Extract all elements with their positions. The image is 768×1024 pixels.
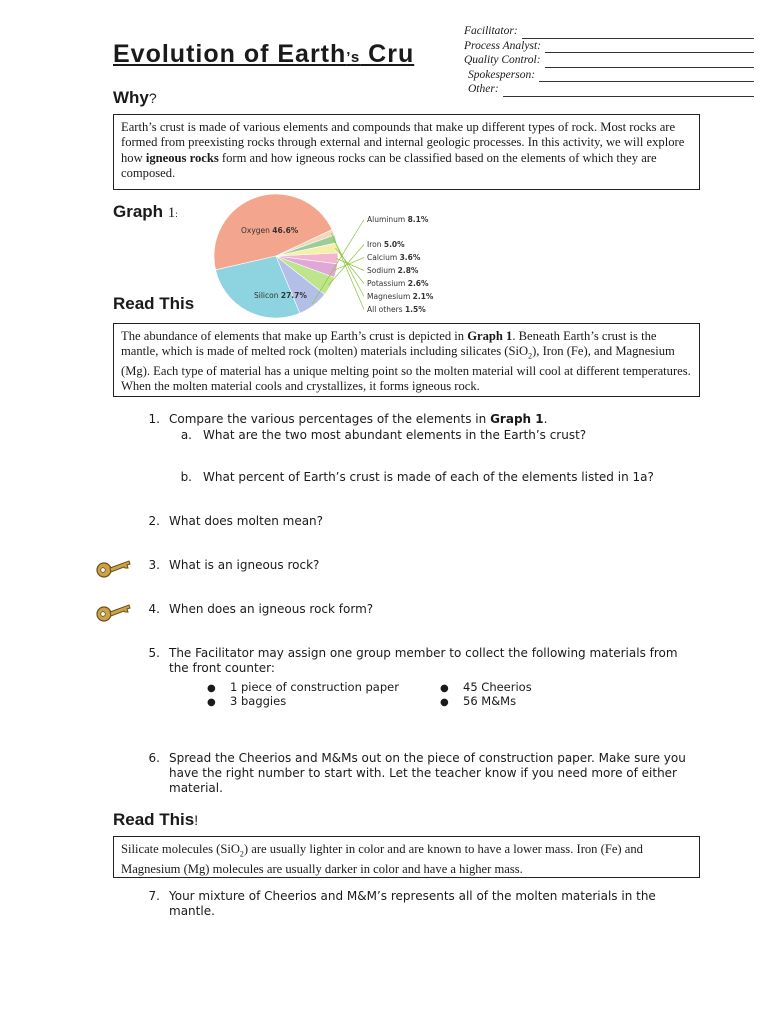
- why-box: Earth’s crust is made of various elements and compounds that make up different types of rock. Most rocks are formed from preexisting rocks through external and internal geologic processes. In this activity, we will explore how igneous rocks form and how igneous rocks can be classified based on the elements of which they are composed.: [113, 114, 700, 190]
- role-facilitator[interactable]: Facilitator:: [464, 24, 754, 39]
- question-1b: b. What percent of Earth’s crust is made of each of the elements listed in 1a?: [180, 470, 654, 484]
- pie-label-all-others: All others 1.5%: [367, 305, 426, 314]
- element-pie-chart: [212, 190, 442, 324]
- question-6: 6. Spread the Cheerios and M&Ms out on the piece of construction paper. Make sure you have the right number to start with. Let the teacher know if you need more of either material.: [148, 751, 686, 795]
- key-icon: [94, 556, 132, 580]
- read-this-box: The abundance of elements that make up Earth’s crust is depicted in Graph 1. Beneath Earth’s crust is the mantle, which is made of melted rock (molten) materials including silicates (SiO$_2$), Iron (Fe), and Magnesium (Mg). Each type of material has a unique melting point so the molten material will cool at different temperatures. When the molten material cools and crystallizes, it forms igneous rock.: [113, 323, 700, 397]
- role-other[interactable]: Other:: [464, 82, 754, 97]
- question-2: 2. What does molten mean?: [148, 514, 324, 528]
- pie-label-sodium: Sodium 2.8%: [367, 266, 419, 275]
- question-1a: a. What are the two most abundant elements in the Earth’s crust?: [180, 428, 587, 442]
- role-line[interactable]: [545, 42, 754, 53]
- pie-label-silicon: Silicon 27.7%: [254, 291, 307, 300]
- question-5: 5. The Facilitator may assign one group member to collect the following materials from the front counter:: [148, 646, 678, 675]
- question-1: 1. Compare the various percentages of the elements in Graph 1.: [148, 412, 548, 426]
- list-item: 56 M&Ms: [463, 694, 517, 708]
- pie-label-aluminum: Aluminum 8.1%: [367, 215, 429, 224]
- pie-label-potassium: Potassium 2.6%: [367, 279, 429, 288]
- list-item: 1 piece of construction paper: [230, 680, 399, 694]
- role-process-analyst[interactable]: Process Analyst:: [464, 39, 754, 54]
- role-line[interactable]: [545, 57, 754, 68]
- question-4: 4. When does an igneous rock form?: [148, 602, 374, 616]
- list-item: 3 baggies: [230, 694, 287, 708]
- read-this-box-2: Silicate molecules (SiO$_2$) are usually lighter in color and are known to have a lower mass. Iron (Fe) and Magnesium (Mg) molecules are usually darker in color and have a higher mass.: [113, 836, 700, 878]
- read-this-heading-2: Read This!: [113, 810, 199, 829]
- role-line[interactable]: [522, 28, 754, 39]
- pie-label-calcium: Calcium 3.6%: [367, 253, 421, 262]
- role-line[interactable]: [539, 71, 754, 82]
- pie-label-iron: Iron 5.0%: [367, 240, 405, 249]
- role-list: [464, 24, 754, 97]
- key-icon: [94, 600, 132, 624]
- pie-label-magnesium: Magnesium 2.1%: [367, 292, 434, 301]
- list-item: 45 Cheerios: [463, 680, 532, 694]
- pie-leader-line: [334, 239, 364, 296]
- graph-heading: Graph 1:: [113, 202, 178, 221]
- role-spokesperson[interactable]: Spokesperson:: [464, 68, 754, 83]
- question-3: 3. What is an igneous rock?: [148, 558, 320, 572]
- page-title: Evolution of Earth’s Cru: [113, 40, 415, 68]
- role-line[interactable]: [503, 86, 754, 97]
- pie-label-oxygen: Oxygen 46.6%: [241, 226, 299, 235]
- why-heading: Why?: [113, 88, 157, 107]
- role-quality-control[interactable]: Quality Control:: [464, 53, 754, 68]
- question-7: 7. Your mixture of Cheerios and M&M’s represents all of the molten materials in the mantle.: [148, 889, 656, 918]
- read-this-heading: Read This: [113, 294, 195, 313]
